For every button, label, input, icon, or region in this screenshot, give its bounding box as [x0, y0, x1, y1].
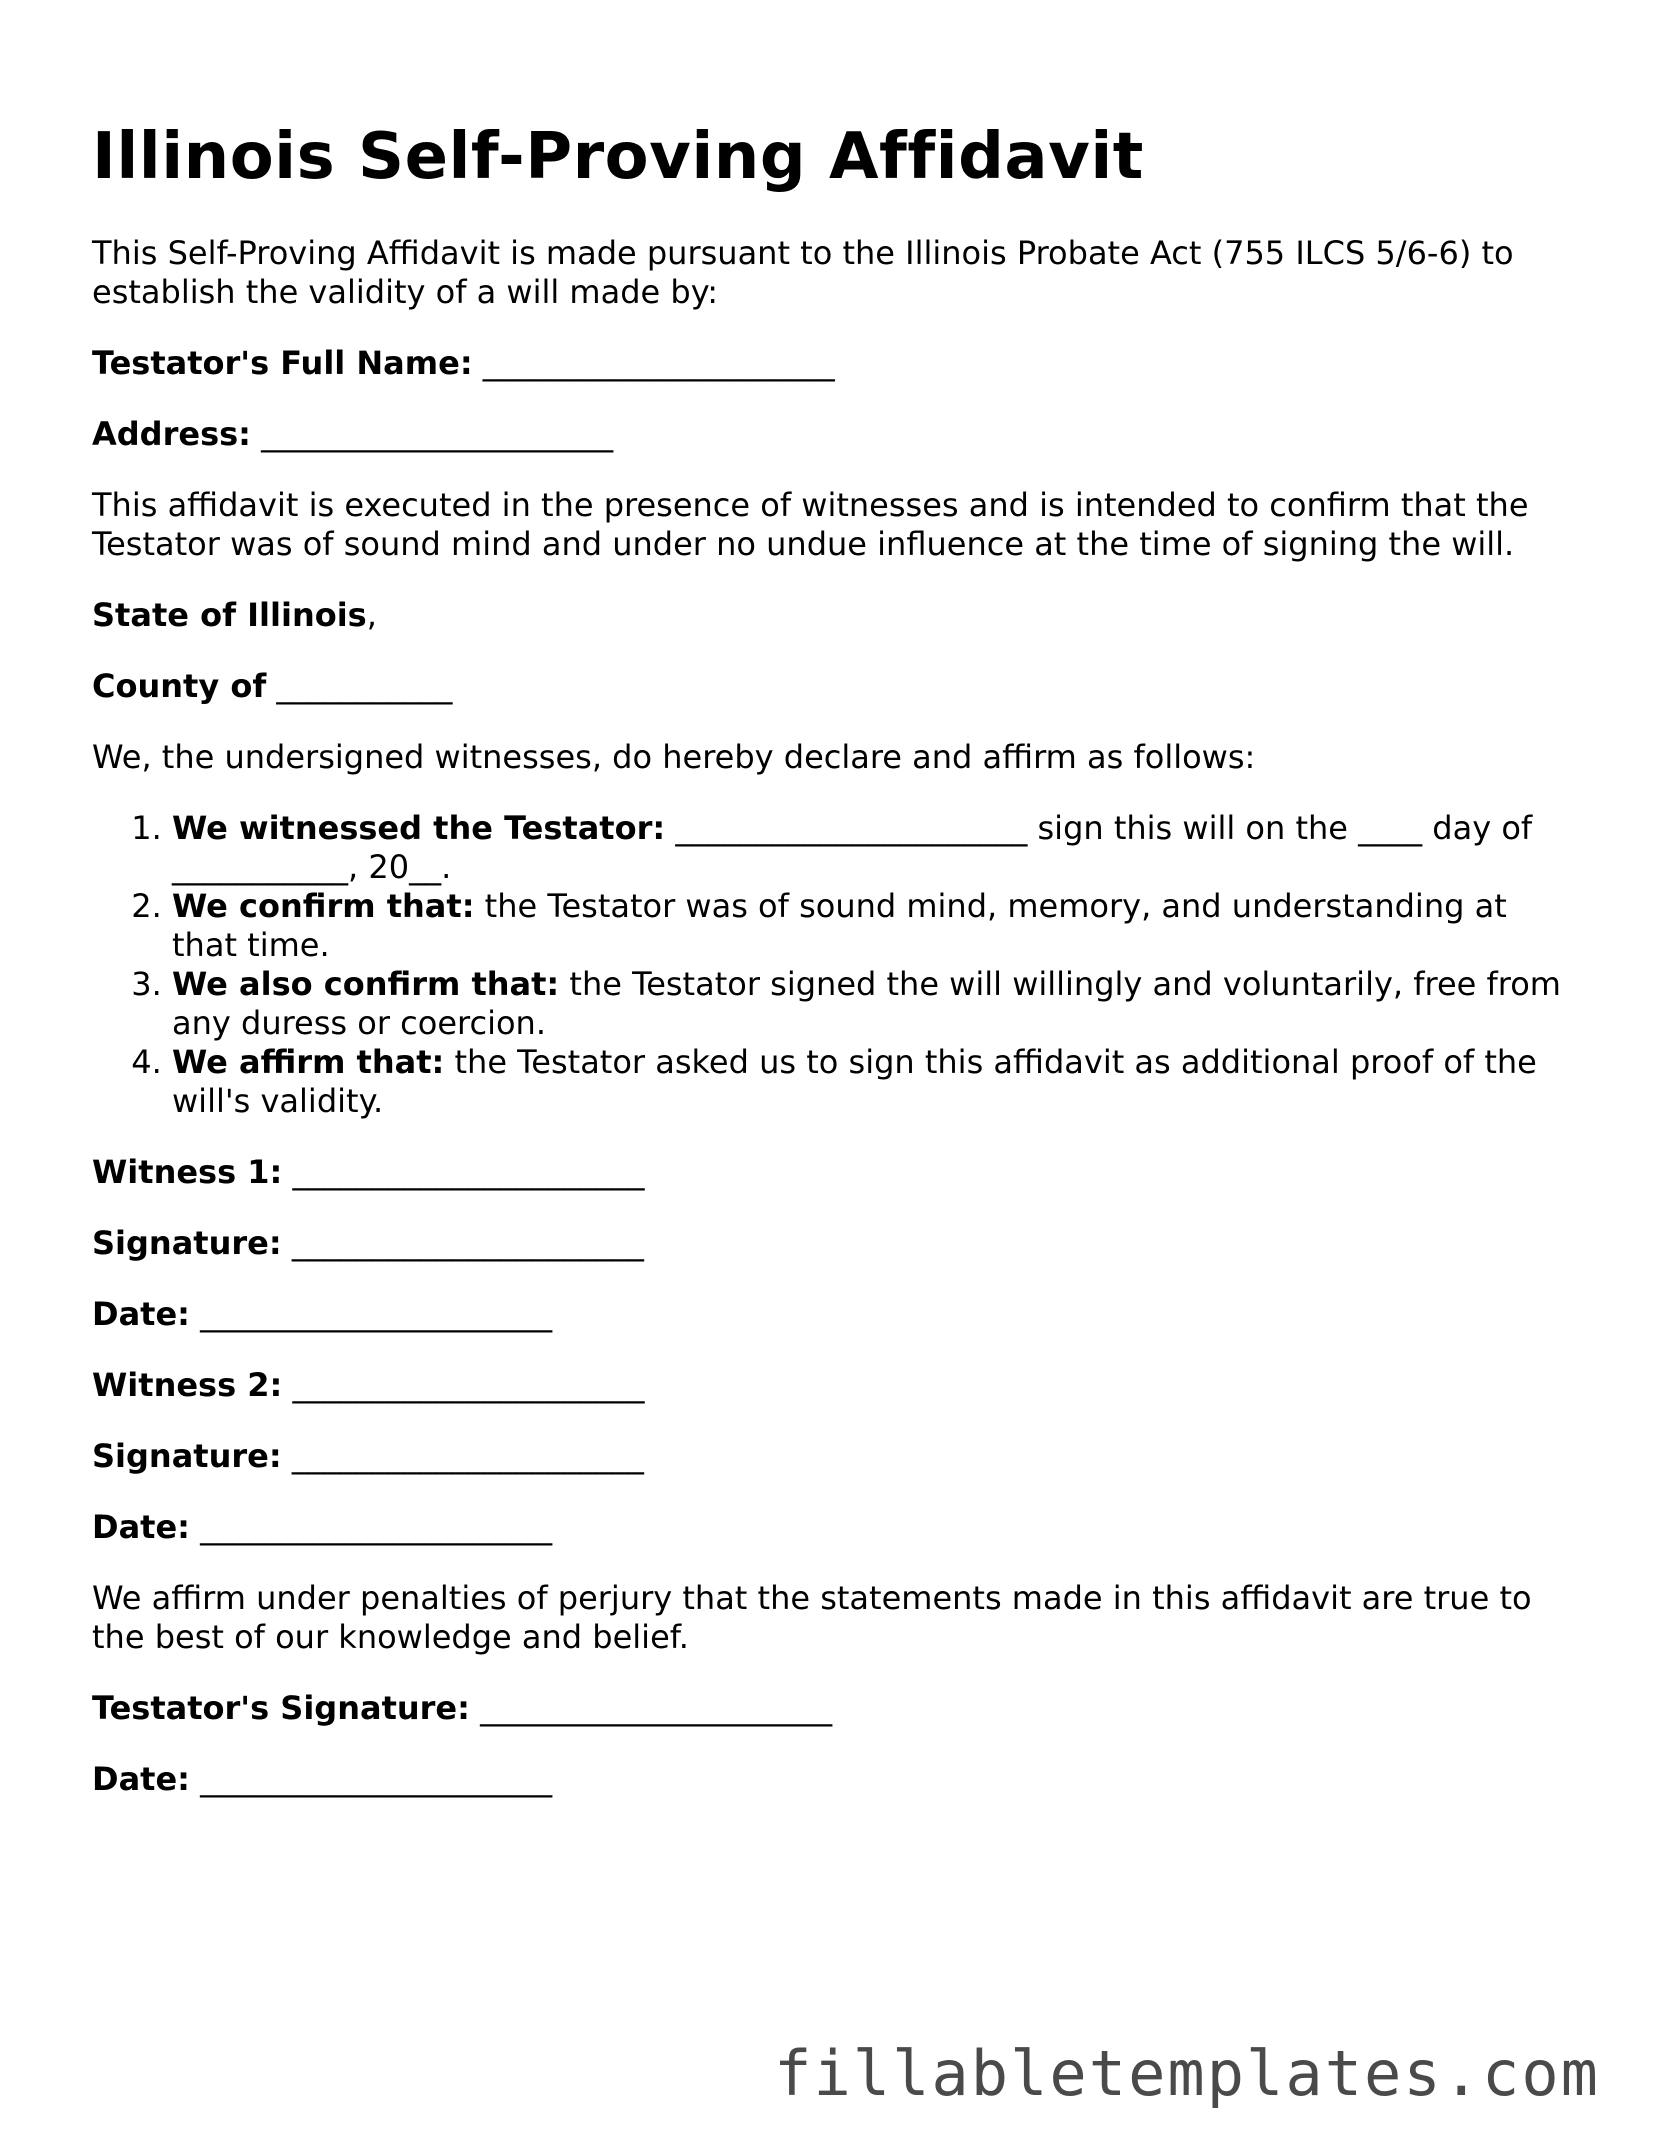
- state-suffix: ,: [366, 596, 377, 634]
- final-date-field: [92, 1760, 1572, 1799]
- testator-name-blank[interactable]: ______________________: [482, 344, 835, 382]
- witness-2-label: Witness 2:: [92, 1366, 283, 1404]
- document-body: [92, 234, 1572, 1831]
- site-watermark: fillabletemplates.com: [774, 2037, 1600, 2110]
- witness-1-date-label: Date:: [92, 1295, 190, 1333]
- list-item: [172, 965, 1572, 1043]
- list-item-bold: We witnessed the Testator:: [172, 809, 666, 847]
- witness-1-name-field: [92, 1153, 1572, 1192]
- testator-name-label: Testator's Full Name:: [92, 344, 473, 382]
- affirmation-list: [92, 809, 1572, 1121]
- purpose-paragraph: This affidavit is executed in the presence of witnesses and is intended to confirm that the Testator was of sound mind and under no undue influence at the time of signing the will.: [92, 486, 1529, 563]
- witness-1-label: Witness 1:: [92, 1153, 283, 1191]
- witness-2-signature-blank[interactable]: ______________________: [291, 1437, 644, 1475]
- witness-2-signature-field: [92, 1437, 1572, 1476]
- testator-name-field: [92, 344, 1572, 383]
- witness-1-blank[interactable]: ______________________: [292, 1153, 645, 1191]
- witness-1-signature-blank[interactable]: ______________________: [291, 1224, 644, 1262]
- witness-1-date-field: [92, 1295, 1572, 1334]
- intro-paragraph: This Self-Proving Affidavit is made pursuant to the Illinois Probate Act (755 ILCS 5/6-6) to establish the validity of a will made by:: [92, 234, 1514, 311]
- witness-2-name-field: [92, 1366, 1572, 1405]
- state-line: [92, 596, 1572, 635]
- address-blank[interactable]: ______________________: [261, 415, 614, 453]
- testator-signature-blank[interactable]: ______________________: [480, 1689, 833, 1727]
- testator-signature-label: Testator's Signature:: [92, 1689, 470, 1727]
- list-item: [172, 809, 1572, 887]
- witness-1-date-blank[interactable]: ______________________: [200, 1295, 553, 1333]
- witness-2-blank[interactable]: ______________________: [292, 1366, 645, 1404]
- county-field: [92, 667, 1572, 706]
- final-date-blank[interactable]: ______________________: [200, 1760, 553, 1798]
- list-item-bold: We confirm that:: [172, 887, 475, 925]
- declaration-paragraph: We, the undersigned witnesses, do hereby declare and affirm as follows:: [92, 738, 1256, 776]
- list-item-text: the Testator signed the will willingly and voluntarily, free from any duress or coercion.: [172, 965, 1561, 1042]
- list-item: [172, 887, 1572, 965]
- county-label: County of: [92, 667, 267, 705]
- address-field: [92, 415, 1572, 454]
- list-item-bold: We also confirm that:: [172, 965, 560, 1003]
- list-item-bold: We affirm that:: [172, 1043, 445, 1081]
- witness-2-date-label: Date:: [92, 1508, 190, 1546]
- county-blank[interactable]: ___________: [276, 667, 453, 705]
- final-date-label: Date:: [92, 1760, 190, 1798]
- testator-signature-field: [92, 1689, 1572, 1728]
- state-label: State of Illinois: [92, 596, 367, 634]
- witness-2-signature-label: Signature:: [92, 1437, 282, 1475]
- witness-1-signature-label: Signature:: [92, 1224, 282, 1262]
- list-item-text: the Testator asked us to sign this affidavit as additional proof of the will's validity.: [172, 1043, 1537, 1120]
- list-item-text: the Testator was of sound mind, memory, and understanding at that time.: [172, 887, 1507, 964]
- witness-1-signature-field: [92, 1224, 1572, 1263]
- address-label: Address:: [92, 415, 251, 453]
- list-item-text[interactable]: ______________________ sign this will on the ____ day of ___________, 20__.: [172, 809, 1533, 886]
- witness-2-date-blank[interactable]: ______________________: [200, 1508, 553, 1546]
- page-title: Illinois Self-Proving Affidavit: [92, 120, 1144, 194]
- list-item: [172, 1043, 1572, 1121]
- perjury-paragraph: We affirm under penalties of perjury that the statements made in this affidavit are true to the best of our knowledge and belief.: [92, 1579, 1532, 1656]
- witness-2-date-field: [92, 1508, 1572, 1547]
